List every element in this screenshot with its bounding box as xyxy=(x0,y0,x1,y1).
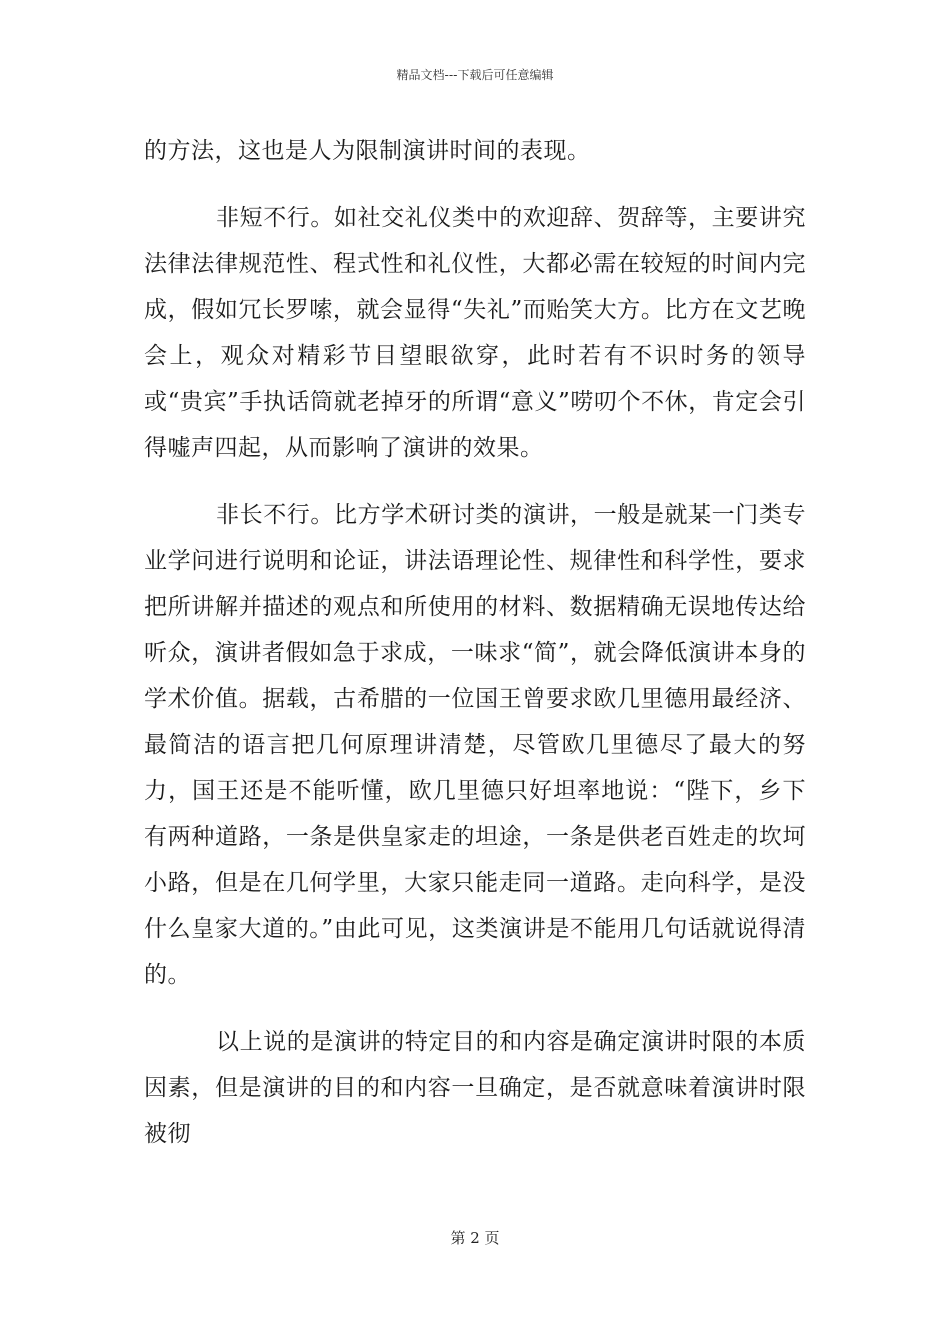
paragraph-continuation: 的方法，这也是人为限制演讲时间的表现。 xyxy=(144,138,591,164)
page-header: 精品文档---下载后可任意编辑 xyxy=(396,68,554,82)
paragraph-short-speech: 非短不行。如社交礼仪类中的欢迎辞、贺辞等，主要讲究法律法律规范性、程式性和礼仪性，大都必需在较短的时间内完成，假如冗长罗嗦，就会显得“失礼”而贻笑大方。比方在文艺晚会上，观众对精彩节目望眼欲穿，此时若有不识时务的领导或“贵宾”手执话筒就老掉牙的所谓“意义”唠叨个不休，肯定会引得嘘声四起，从而影响了演讲的效果。 xyxy=(144,205,806,461)
page-number: 第 2 页 xyxy=(450,1229,500,1247)
paragraph-long-speech: 非长不行。比方学术研讨类的演讲，一般是就某一门类专业学问进行说明和论证，讲法语理论性、规律性和科学性，要求把所讲解并描述的观点和所使用的材料、数据精确无误地传达给听众，演讲者假如急于求成，一味求“简”，就会降低演讲本身的学术价值。据载，古希腊的一位国王曾要求欧几里德用最经济、最简洁的语言把几何原理讲清楚，尽管欧几里德尽了最大的努力，国王还是不能听懂，欧几里德只好坦率地说：“陛下，乡下有两种道路，一条是供皇家走的坦途，一条是供老百姓走的坎坷小路，但是在几何学里，大家只能走同一道路。走向科学，是没什么皇家大道的。”由此可见，这类演讲是不能用几句话就说得清的。 xyxy=(144,502,806,988)
paragraph-conclusion: 以上说的是演讲的特定目的和内容是确定演讲时限的本质因素，但是演讲的目的和内容一旦确定，是否就意味着演讲时限被彻 xyxy=(144,1029,806,1147)
document-body xyxy=(144,128,806,1157)
